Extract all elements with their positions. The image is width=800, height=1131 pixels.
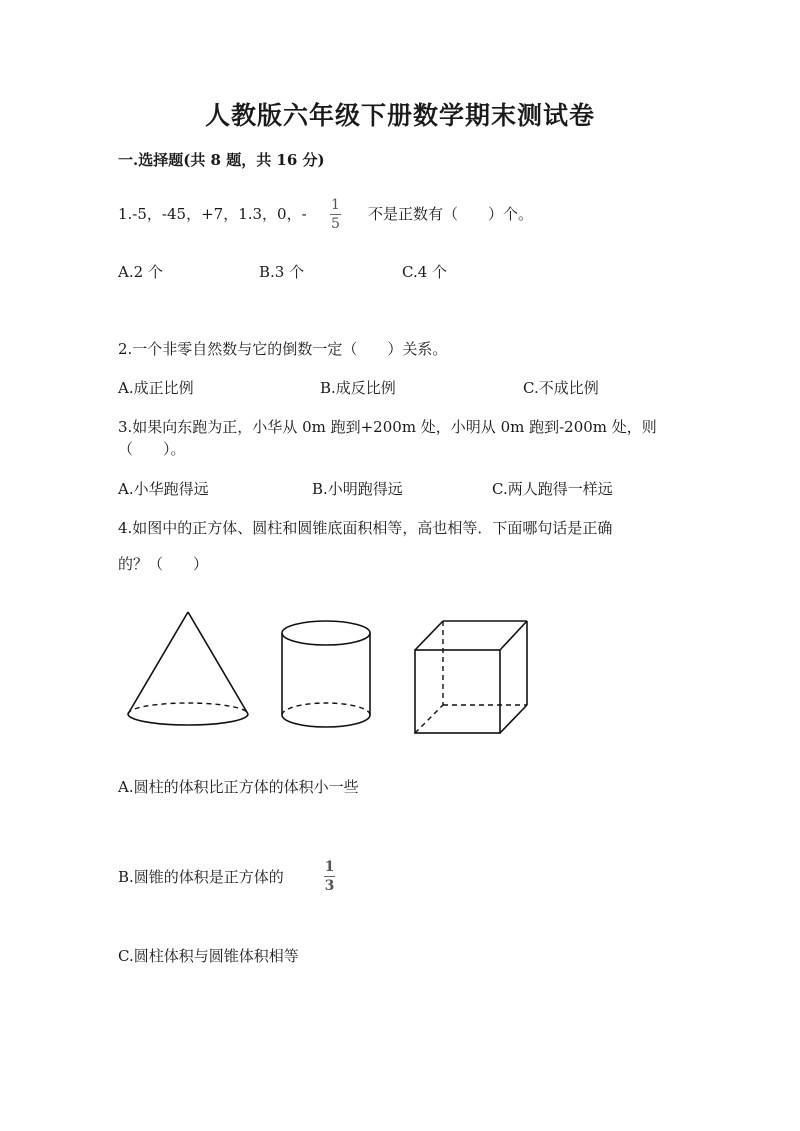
cone-left-edge <box>128 612 188 714</box>
q1-option-a[interactable]: A.2 个 <box>118 263 163 281</box>
cone-right-edge <box>188 612 248 714</box>
q1-stem-after: 不是正数有（ ）个。 <box>368 205 534 223</box>
q3-option-b[interactable]: B.小明跑得远 <box>312 480 403 498</box>
q4-stem-line2: 的？（ ） <box>118 555 209 573</box>
q1-fraction-denominator: 5 <box>331 216 340 232</box>
q1-fraction-numerator: 1 <box>331 197 340 213</box>
q3-stem-line2: （ ）。 <box>118 440 186 458</box>
section-heading: 一.选择题(共 8 题，共 16 分) <box>118 151 325 169</box>
cube-front-face <box>415 650 500 733</box>
q3-stem-line1: 3.如果向东跑为正，小华从 0m 跑到+200m 处，小明从 0m 跑到-200m 处，则 <box>118 418 657 436</box>
cylinder-base-visible <box>282 715 370 727</box>
cube-figure <box>415 621 527 733</box>
cone-figure <box>128 612 248 725</box>
q4-stem-line1: 4.如图中的正方体、圆柱和圆锥底面积相等，高也相等．下面哪句话是正确 <box>118 519 613 537</box>
cone-base-visible <box>128 714 248 725</box>
cone-base-hidden <box>128 703 248 714</box>
q1-option-c[interactable]: C.4 个 <box>402 263 448 281</box>
q2-option-c[interactable]: C.不成比例 <box>523 379 599 397</box>
q4-option-b-fraction <box>324 860 335 893</box>
cube-edge-bottom-right <box>500 705 527 733</box>
q4-fraction-denominator: 3 <box>324 878 335 894</box>
q3-option-c[interactable]: C.两人跑得一样远 <box>492 480 613 498</box>
fraction-bar <box>324 876 335 877</box>
q1-stem-before: 1.-5，-45，+7，1.3，0，- <box>118 205 307 223</box>
q4-option-b[interactable]: B.圆锥的体积是正方体的 <box>118 868 284 886</box>
q2-option-b[interactable]: B.成反比例 <box>320 379 396 397</box>
page-title: 人教版六年级下册数学期末测试卷 <box>204 101 595 130</box>
q2-stem: 2.一个非零自然数与它的倒数一定（ ）关系。 <box>118 340 448 358</box>
cube-edge-top-left <box>415 621 443 650</box>
cylinder-base-hidden <box>282 703 370 715</box>
q2-option-a[interactable]: A.成正比例 <box>118 379 194 397</box>
q4-fraction-numerator: 1 <box>324 859 335 875</box>
cube-edge-top-right <box>500 621 527 650</box>
q3-option-a[interactable]: A.小华跑得远 <box>118 480 209 498</box>
cylinder-figure <box>282 621 370 727</box>
cylinder-top <box>282 621 370 645</box>
q4-option-a[interactable]: A.圆柱的体积比正方体的体积小一些 <box>118 778 359 796</box>
q1-option-b[interactable]: B.3 个 <box>259 263 305 281</box>
q4-option-c[interactable]: C.圆柱体积与圆锥体积相等 <box>118 947 299 965</box>
cube-hidden-diagonal <box>415 705 443 733</box>
